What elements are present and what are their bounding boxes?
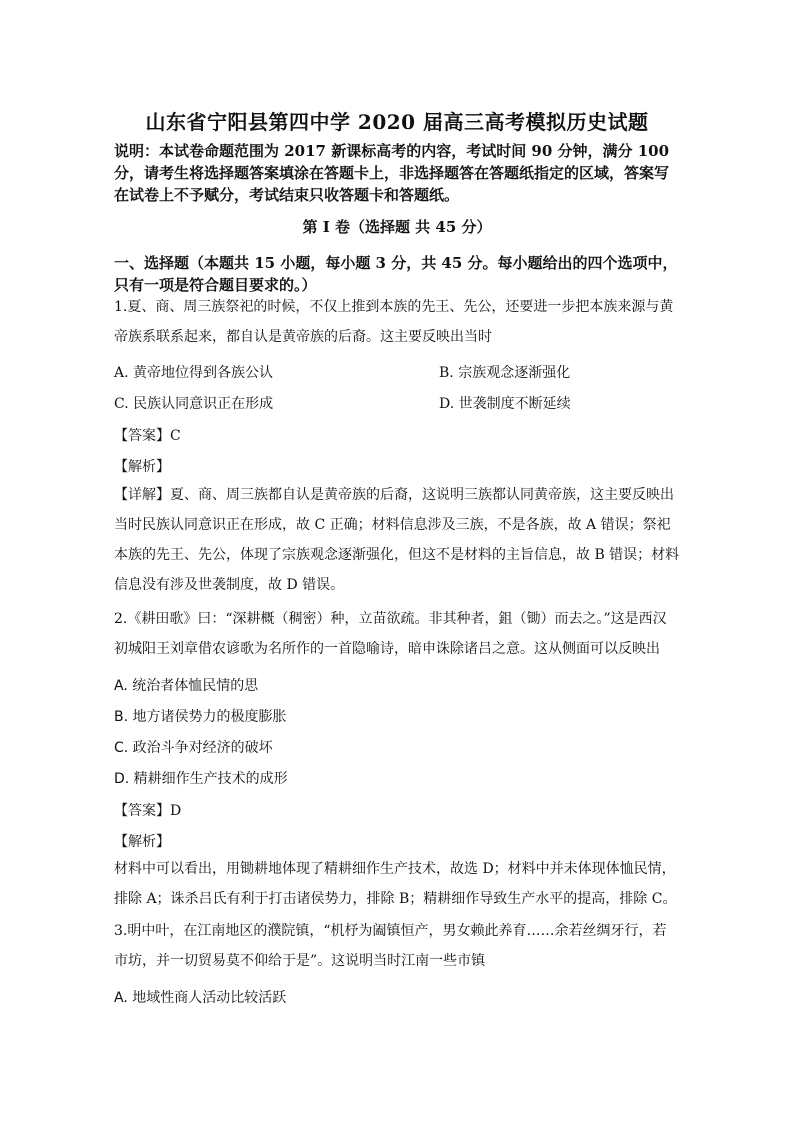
question-1-option-a: A. 黄帝地位得到各族公认	[114, 365, 274, 381]
question-1-detail: 【详解】夏、商、周三族都自认是黄帝族的后裔，这说明三族都认同黄帝族，这主要反映出当时民族认同意识正在形成，故 C 正确；材料信息涉及三族，不是各族，故 A 错误；祭祀本族的先王、先公，体现了宗族观念逐渐强化，但这不是材料的主旨信息，故 B 错误；材料信息没有涉及世袭制度，故 D 错误。	[114, 487, 680, 593]
question-1-option-c: C. 民族认同意识正在形成	[114, 396, 274, 412]
question-3-option-a: A. 地域性商人活动比较活跃	[114, 990, 287, 1006]
question-2-option-d: D. 精耕细作生产技术的成形	[114, 771, 288, 787]
question-1-analysis-label: 【解析】	[114, 459, 170, 475]
question-1-option-b: B. 宗族观念逐渐强化	[439, 365, 571, 381]
section-title: 一、选择题（本题共 15 小题，每小题 3 分，共 45 分。每小题给出的四个选项中，只有一项是符合题目要求的。）	[114, 254, 678, 294]
question-3-stem: 3.明中叶，在江南地区的濮院镇，“机杼为阖镇恒产，男女赖此养育……余若丝绸牙行，若市坊，并一切贸易莫不仰给于是”。这说明当时江南一些市镇	[114, 923, 667, 969]
question-1-stem: 1.夏、商、周三族祭祀的时候，不仅上推到本族的先王、先公，还要进一步把本族来源与黄帝族系联系起来，都自认是黄帝族的后裔。这主要反映出当时	[114, 299, 674, 345]
question-1-answer: 【答案】C	[114, 428, 181, 444]
page-title: 山东省宁阳县第四中学 2020 届高三高考模拟历史试题	[145, 110, 649, 134]
question-2-answer: 【答案】D	[114, 803, 182, 819]
exam-instructions: 说明：本试卷命题范围为 2017 新课标高考的内容，考试时间 90 分钟，满分 100 分，请考生将选择题答案填涂在答题卡上，非选择题答在答题纸指定的区域，答案写在试卷上不予赋分，考试结束只收答题卡和答题纸。	[114, 142, 670, 204]
question-2-analysis: 材料中可以看出，用锄耕地体现了精耕细作生产技术，故选 D；材料中并未体现体恤民情，排除 A；诛杀吕氏有利于打击诸侯势力，排除 B；精耕细作导致生产水平的提高，排除 C。	[114, 861, 677, 907]
question-2-option-a: A. 统治者体恤民情的思	[114, 678, 259, 694]
question-1-option-d: D. 世袭制度不断延续	[439, 396, 571, 412]
question-2-stem: 2.《耕田歌》曰：“深耕概（稠密）种，立苗欲疏。非其种者，鉏（锄）而去之。”这是西汉初城阳王刘章借农谚歌为名所作的一首隐喻诗，暗申诛除诸吕之意。这从侧面可以反映出	[114, 611, 667, 657]
question-2-option-b: B. 地方诸侯势力的极度膨胀	[114, 709, 287, 725]
question-2-analysis-label: 【解析】	[114, 834, 170, 850]
part-title: 第 I 卷（选择题 共 45 分）	[302, 218, 492, 236]
question-2-option-c: C. 政治斗争对经济的破坏	[114, 740, 273, 756]
